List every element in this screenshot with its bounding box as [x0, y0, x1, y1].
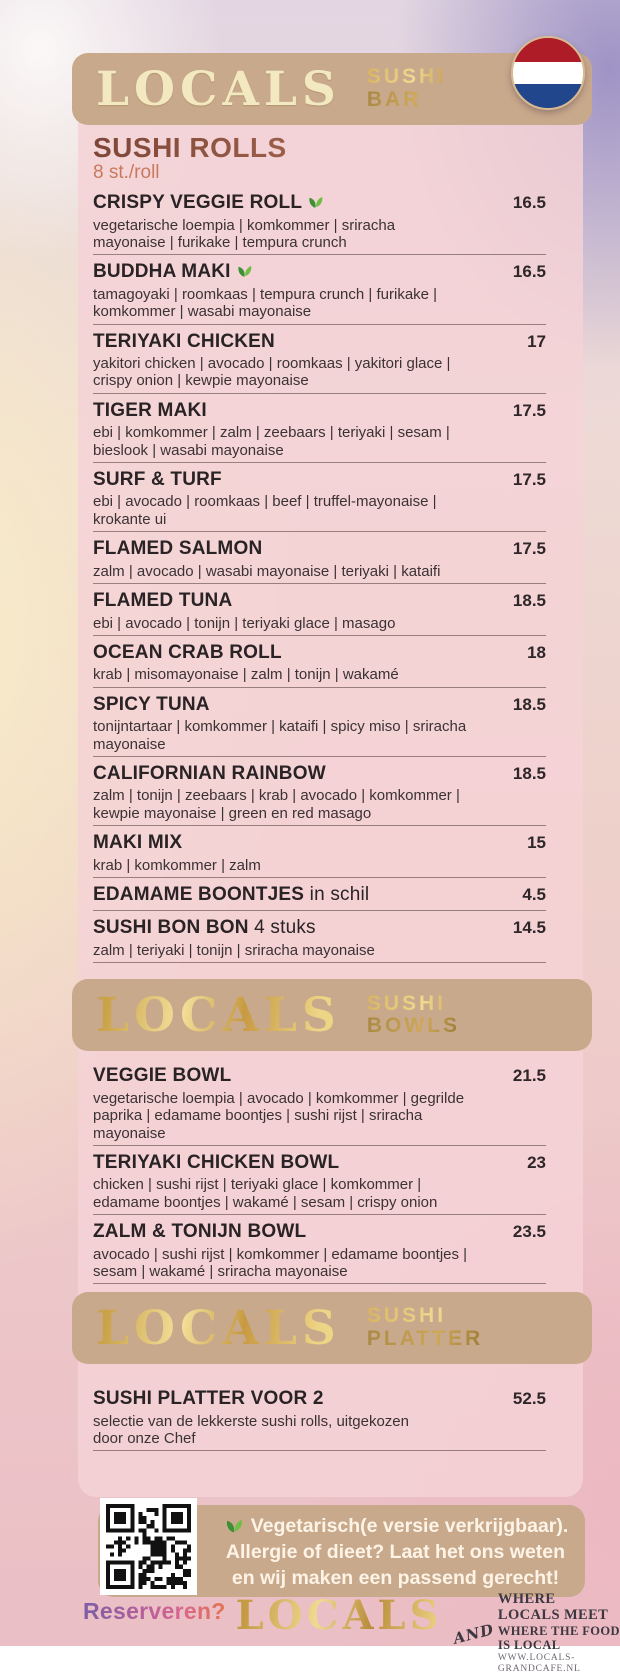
item-price: 18.5	[512, 694, 546, 714]
item-description: ebi | avocado | tonijn | teriyaki glace | masago	[93, 614, 396, 632]
platter-list	[78, 1380, 583, 1451]
leaf-icon	[223, 1513, 245, 1535]
menu-item: TIGER MAKI 17.5 ebi | komkommer | zalm | zeebaars | teriyaki | sesam | bieslook | wasabi mayonaise	[93, 394, 546, 463]
header-band-sushi-bowls	[72, 979, 592, 1051]
rolls-list	[78, 184, 583, 963]
item-price: 16.5	[512, 262, 546, 282]
item-description: zalm | avocado | wasabi mayonaise | teriyaki | kataifi	[93, 562, 441, 580]
brand-badge	[450, 1591, 620, 1675]
reserve-label: Reserveren?	[83, 1598, 226, 1624]
menu-item: EDAMAME BOONTJES in schil 4.5	[93, 878, 546, 912]
website-url: WWW.LOCALS-GRANDCAFE.NL	[497, 1652, 581, 1675]
section-title: SUSHI ROLLS	[93, 133, 546, 162]
item-description: selectie van de lekkerste sushi rolls, uitgekozen door onze Chef	[93, 1412, 409, 1447]
item-price: 18.5	[512, 763, 546, 783]
locals-logo: LOCALS	[96, 987, 341, 1043]
leaf-icon	[235, 260, 254, 279]
and-script-mark: AND	[450, 1619, 496, 1648]
menu-item: CRISPY VEGGIE ROLL 16.5 vegetarische loempia | komkommer | sriracha mayonaise | furikake | tempura crunch	[93, 186, 546, 255]
item-description: krab | misomayonaise | zalm | tonijn | wakamé	[93, 666, 399, 684]
item-description: zalm | teriyaki | tonijn | sriracha mayonaise	[93, 942, 375, 960]
menu-item: TERIYAKI CHICKEN BOWL 23 chicken | sushi rijst | teriyaki glace | komkommer | edamame boontjes | wakamé | sesam | crispy onion	[93, 1146, 546, 1215]
item-price: 16.5	[512, 193, 546, 213]
section-head-rolls	[78, 125, 583, 184]
item-price: 52.5	[512, 1389, 546, 1409]
item-price: 21.5	[512, 1066, 546, 1086]
menu-item: ZALM & TONIJN BOWL 23.5 avocado | sushi rijst | komkommer | edamame boontjes | sesam | wakamé | sriracha mayonaise	[93, 1215, 546, 1284]
item-description: avocado | sushi rijst | komkommer | edamame boontjes | sesam | wakamé | sriracha mayonaise	[93, 1245, 468, 1280]
item-description: vegetarische loempia | avocado | komkommer | gegrilde paprika | edamame boontjes | sushi rijst | sriracha mayonaise	[93, 1090, 465, 1142]
section-subtitle: 8 st./roll	[93, 162, 160, 184]
item-description: vegetarische loempia | komkommer | sriracha mayonaise | furikake | tempura crunch	[93, 216, 396, 252]
item-description: yakitori chicken | avocado | roomkaas | yakitori glace | crispy onion | kewpie mayonaise	[93, 355, 451, 390]
item-price: 23.5	[512, 1221, 546, 1241]
menu-item: SPICY TUNA 18.5 tonijntartaar | komkommer | kataifi | spicy miso | sriracha mayonaise	[93, 688, 546, 757]
item-price: 17.5	[512, 538, 546, 558]
item-price: 18	[527, 642, 546, 662]
menu-item: FLAMED TUNA 18.5 ebi | avocado | tonijn | teriyaki glace | masago	[93, 584, 546, 636]
menu-item: MAKI MIX 15 krab | komkommer | zalm	[93, 826, 546, 878]
item-description: ebi | komkommer | zalm | zeebaars | teriyaki | sesam | bieslook | wasabi mayonaise	[93, 424, 450, 459]
locals-logo: LOCALS	[96, 1300, 341, 1356]
item-description: zalm | tonijn | zeebaars | krab | avocado | komkommer | kewpie mayonaise | green en red masago	[93, 787, 460, 822]
item-name-suffix: 4 stuks	[254, 917, 316, 939]
menu-item: SUSHI BON BON 4 stuks 14.5 zalm | teriyaki | tonijn | sriracha mayonaise	[93, 911, 546, 963]
locals-logo: LOCALS	[96, 61, 341, 117]
menu-card	[78, 53, 583, 1497]
info-text: Vegetarisch(e versie verkrijgbaar). Allergie of dieet? Laat het ons weten en wij maken een passend gerecht!	[216, 1513, 575, 1592]
item-description: krab | komkommer | zalm	[93, 856, 261, 874]
item-price: 17.5	[512, 469, 546, 489]
item-price: 23	[527, 1152, 546, 1172]
qr-code	[100, 1498, 197, 1595]
item-price: 4.5	[522, 884, 546, 904]
netherlands-flag-icon	[511, 36, 585, 110]
item-price: 17.5	[512, 400, 546, 420]
band-subtitle: SUSHI PLATTER	[366, 1304, 484, 1351]
tagline-2: WHERE THE FOOD IS LOCAL	[497, 1623, 620, 1653]
item-description: ebi | avocado | roomkaas | beef | truffel-mayonaise | krokante ui	[93, 493, 437, 528]
item-price: 18.5	[512, 590, 546, 610]
item-description: chicken | sushi rijst | teriyaki glace | komkommer | edamame boontjes | wakamé | sesam | crispy onion	[93, 1176, 438, 1211]
band-subtitle: SUSHI BAR	[366, 65, 447, 111]
locals-footer-logo: LOCALS	[235, 1592, 443, 1639]
item-name-suffix: in schil	[309, 883, 370, 905]
tagline-1: WHERE LOCALS MEET	[497, 1591, 609, 1623]
bowls-list	[78, 1057, 583, 1284]
menu-item: TERIYAKI CHICKEN 17 yakitori chicken | avocado | roomkaas | yakitori glace | crispy onion | kewpie mayonaise	[93, 325, 546, 394]
menu-item: OCEAN CRAB ROLL 18 krab | misomayonaise | zalm | tonijn | wakamé	[93, 636, 546, 688]
menu-item: CALIFORNIAN RAINBOW 18.5 zalm | tonijn | zeebaars | krab | avocado | komkommer | kewpie mayonaise | green en red masago	[93, 757, 546, 826]
menu-item: VEGGIE BOWL 21.5 vegetarische loempia | avocado | komkommer | gegrilde paprika | edamame boontjes | sushi rijst | sriracha mayonaise	[93, 1059, 546, 1145]
leaf-icon	[306, 191, 325, 210]
menu-item: FLAMED SALMON 17.5 zalm | avocado | wasabi mayonaise | teriyaki | kataifi	[93, 532, 546, 584]
item-price: 15	[527, 832, 546, 852]
band-subtitle: SUSHI BOWLS	[366, 991, 461, 1038]
item-description: tonijntartaar | komkommer | kataifi | spicy miso | sriracha mayonaise	[93, 718, 467, 753]
item-price: 17	[527, 331, 546, 351]
footer	[0, 1588, 620, 1675]
item-price: 14.5	[512, 918, 546, 938]
menu-item: BUDDHA MAKI 16.5 tamagoyaki | roomkaas | tempura crunch | furikake | komkommer | wasabi mayonaise	[93, 255, 546, 324]
menu-item: SURF & TURF 17.5 ebi | avocado | roomkaas | beef | truffel-mayonaise | krokante ui	[93, 463, 546, 532]
header-band-sushi-platter	[72, 1292, 592, 1364]
menu-item: SUSHI PLATTER VOOR 2 52.5 selectie van de lekkerste sushi rolls, uitgekozen door onze Chef	[93, 1382, 546, 1451]
item-description: tamagoyaki | roomkaas | tempura crunch | furikake | komkommer | wasabi mayonaise	[93, 286, 438, 321]
